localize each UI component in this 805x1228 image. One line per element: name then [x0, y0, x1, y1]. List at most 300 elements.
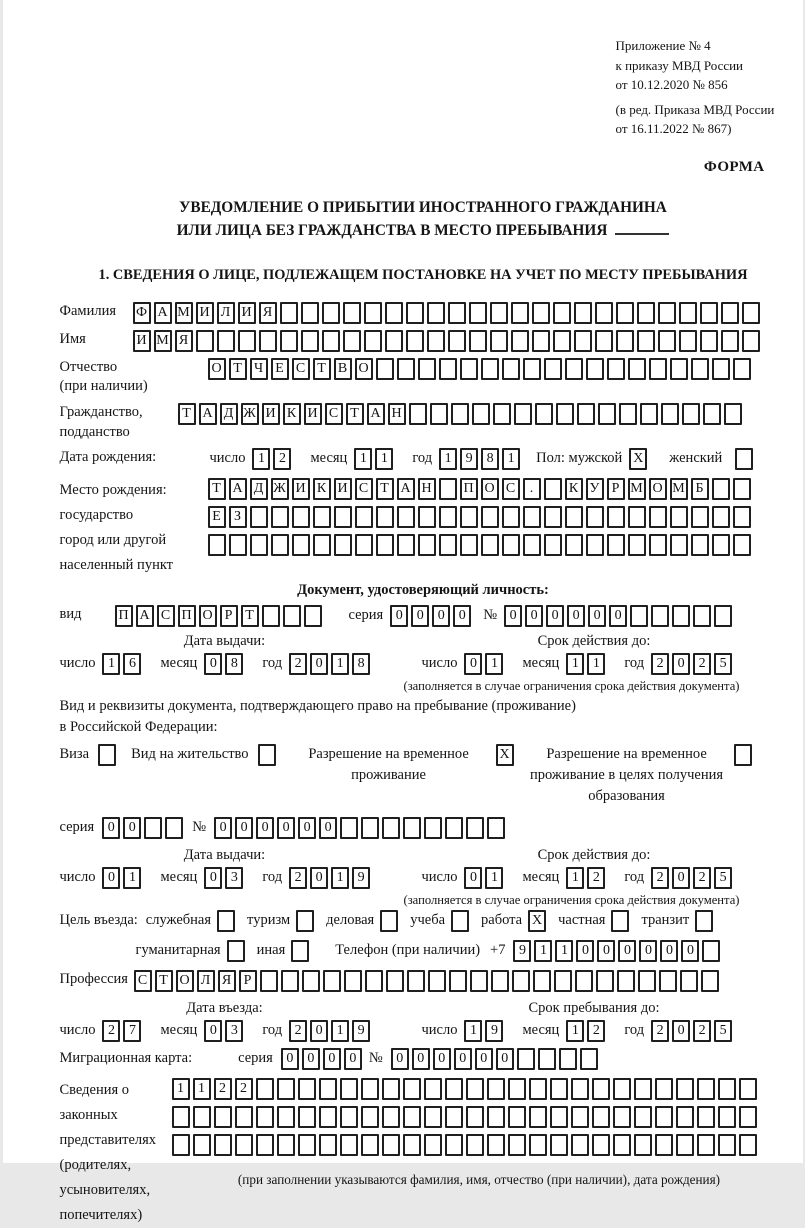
char-cell[interactable]: Т	[229, 358, 247, 380]
char-cell[interactable]	[256, 1134, 274, 1156]
char-cell[interactable]	[355, 534, 373, 556]
char-cell[interactable]	[508, 1134, 526, 1156]
char-cell[interactable]	[428, 970, 446, 992]
char-cell[interactable]	[651, 605, 669, 627]
char-cell[interactable]	[481, 534, 499, 556]
char-cell[interactable]	[580, 1048, 598, 1070]
char-cell[interactable]: И	[292, 478, 310, 500]
char-cell[interactable]	[238, 330, 256, 352]
char-cell[interactable]	[403, 817, 421, 839]
char-cell[interactable]: П	[178, 605, 196, 627]
char-cell[interactable]	[739, 1134, 757, 1156]
char-cell[interactable]: Л	[197, 970, 215, 992]
char-cell[interactable]: 2	[587, 867, 605, 889]
char-cell[interactable]	[714, 605, 732, 627]
char-cell[interactable]: К	[283, 403, 301, 425]
char-cell[interactable]	[301, 302, 319, 324]
char-cell[interactable]: 9	[485, 1020, 503, 1042]
visa-checkbox[interactable]	[98, 744, 116, 766]
char-cell[interactable]	[144, 817, 162, 839]
char-cell[interactable]	[544, 506, 562, 528]
temp-residence-education-checkbox[interactable]	[734, 744, 752, 766]
char-cell[interactable]	[634, 1106, 652, 1128]
char-cell[interactable]	[418, 358, 436, 380]
char-cell[interactable]	[649, 506, 667, 528]
char-cell[interactable]	[259, 330, 277, 352]
char-cell[interactable]	[592, 1134, 610, 1156]
purpose-business-checkbox[interactable]	[380, 910, 398, 932]
char-cell[interactable]: Р	[239, 970, 257, 992]
char-cell[interactable]	[655, 1106, 673, 1128]
char-cell[interactable]: И	[133, 330, 151, 352]
char-cell[interactable]	[733, 358, 751, 380]
char-cell[interactable]: 0	[639, 940, 657, 962]
char-cell[interactable]	[628, 358, 646, 380]
char-cell[interactable]	[679, 330, 697, 352]
char-cell[interactable]	[514, 403, 532, 425]
char-cell[interactable]: И	[304, 403, 322, 425]
char-cell[interactable]: 0	[496, 1048, 514, 1070]
char-cell[interactable]	[544, 358, 562, 380]
char-cell[interactable]	[586, 358, 604, 380]
char-cell[interactable]	[382, 817, 400, 839]
char-cell[interactable]	[340, 1106, 358, 1128]
char-cell[interactable]: 0	[344, 1048, 362, 1070]
char-cell[interactable]	[712, 478, 730, 500]
char-cell[interactable]: Т	[241, 605, 259, 627]
char-cell[interactable]	[397, 358, 415, 380]
char-cell[interactable]	[361, 1106, 379, 1128]
char-cell[interactable]: .	[523, 478, 541, 500]
char-cell[interactable]	[439, 534, 457, 556]
char-cell[interactable]	[491, 970, 509, 992]
char-cell[interactable]	[449, 970, 467, 992]
char-cell[interactable]	[277, 1134, 295, 1156]
char-cell[interactable]	[571, 1134, 589, 1156]
char-cell[interactable]	[628, 506, 646, 528]
char-cell[interactable]: З	[229, 506, 247, 528]
char-cell[interactable]	[250, 506, 268, 528]
char-cell[interactable]: 2	[289, 867, 307, 889]
sex-female-checkbox[interactable]	[735, 448, 753, 470]
char-cell[interactable]: 0	[432, 605, 450, 627]
char-cell[interactable]: 2	[102, 1020, 120, 1042]
char-cell[interactable]	[445, 1106, 463, 1128]
char-cell[interactable]	[460, 358, 478, 380]
char-cell[interactable]: Е	[271, 358, 289, 380]
char-cell[interactable]: 0	[546, 605, 564, 627]
char-cell[interactable]	[262, 605, 280, 627]
char-cell[interactable]	[595, 330, 613, 352]
char-cell[interactable]: К	[565, 478, 583, 500]
char-cell[interactable]	[682, 403, 700, 425]
char-cell[interactable]	[607, 534, 625, 556]
char-cell[interactable]	[298, 1106, 316, 1128]
char-cell[interactable]	[649, 534, 667, 556]
char-cell[interactable]: 0	[672, 1020, 690, 1042]
char-cell[interactable]	[637, 330, 655, 352]
char-cell[interactable]	[193, 1106, 211, 1128]
char-cell[interactable]	[319, 1134, 337, 1156]
char-cell[interactable]: 0	[123, 817, 141, 839]
char-cell[interactable]: 0	[323, 1048, 341, 1070]
char-cell[interactable]	[742, 330, 760, 352]
char-cell[interactable]	[691, 534, 709, 556]
char-cell[interactable]: 2	[289, 1020, 307, 1042]
char-cell[interactable]: Я	[218, 970, 236, 992]
char-cell[interactable]: Ж	[271, 478, 289, 500]
char-cell[interactable]: А	[397, 478, 415, 500]
char-cell[interactable]: О	[199, 605, 217, 627]
char-cell[interactable]	[427, 302, 445, 324]
char-cell[interactable]	[304, 605, 322, 627]
char-cell[interactable]	[403, 1106, 421, 1128]
char-cell[interactable]	[532, 302, 550, 324]
char-cell[interactable]	[739, 1078, 757, 1100]
char-cell[interactable]: А	[367, 403, 385, 425]
char-cell[interactable]	[292, 506, 310, 528]
char-cell[interactable]	[277, 1106, 295, 1128]
char-cell[interactable]	[701, 970, 719, 992]
char-cell[interactable]	[553, 330, 571, 352]
char-cell[interactable]	[712, 358, 730, 380]
char-cell[interactable]: С	[325, 403, 343, 425]
char-cell[interactable]	[439, 506, 457, 528]
char-cell[interactable]: 2	[651, 867, 669, 889]
char-cell[interactable]	[565, 358, 583, 380]
char-cell[interactable]: 9	[352, 1020, 370, 1042]
residence-permit-checkbox[interactable]	[258, 744, 276, 766]
char-cell[interactable]: 2	[235, 1078, 253, 1100]
char-cell[interactable]: 2	[289, 653, 307, 675]
char-cell[interactable]: 0	[214, 817, 232, 839]
char-cell[interactable]	[283, 605, 301, 627]
char-cell[interactable]	[700, 302, 718, 324]
purpose-official-checkbox[interactable]	[217, 910, 235, 932]
char-cell[interactable]	[595, 302, 613, 324]
char-cell[interactable]	[596, 970, 614, 992]
char-cell[interactable]	[382, 1134, 400, 1156]
char-cell[interactable]	[361, 1078, 379, 1100]
char-cell[interactable]	[470, 970, 488, 992]
char-cell[interactable]	[403, 1134, 421, 1156]
char-cell[interactable]	[364, 302, 382, 324]
char-cell[interactable]	[721, 302, 739, 324]
char-cell[interactable]	[235, 1106, 253, 1128]
char-cell[interactable]	[334, 534, 352, 556]
char-cell[interactable]: Я	[259, 302, 277, 324]
char-cell[interactable]: 0	[412, 1048, 430, 1070]
char-cell[interactable]: 0	[672, 867, 690, 889]
char-cell[interactable]	[619, 403, 637, 425]
char-cell[interactable]	[592, 1106, 610, 1128]
char-cell[interactable]	[451, 403, 469, 425]
char-cell[interactable]	[355, 506, 373, 528]
char-cell[interactable]: 0	[576, 940, 594, 962]
char-cell[interactable]: 0	[660, 940, 678, 962]
char-cell[interactable]	[529, 1078, 547, 1100]
char-cell[interactable]	[617, 970, 635, 992]
char-cell[interactable]	[502, 358, 520, 380]
char-cell[interactable]: 9	[352, 867, 370, 889]
purpose-study-checkbox[interactable]	[451, 910, 469, 932]
char-cell[interactable]	[672, 605, 690, 627]
char-cell[interactable]	[571, 1106, 589, 1128]
char-cell[interactable]	[502, 506, 520, 528]
char-cell[interactable]: О	[176, 970, 194, 992]
char-cell[interactable]	[322, 330, 340, 352]
char-cell[interactable]	[554, 970, 572, 992]
char-cell[interactable]	[322, 302, 340, 324]
char-cell[interactable]	[508, 1078, 526, 1100]
char-cell[interactable]	[535, 403, 553, 425]
char-cell[interactable]	[575, 970, 593, 992]
char-cell[interactable]: 7	[123, 1020, 141, 1042]
char-cell[interactable]	[529, 1134, 547, 1156]
char-cell[interactable]: М	[175, 302, 193, 324]
char-cell[interactable]: 1	[123, 867, 141, 889]
char-cell[interactable]	[607, 506, 625, 528]
char-cell[interactable]	[418, 534, 436, 556]
char-cell[interactable]	[364, 330, 382, 352]
char-cell[interactable]: 1	[555, 940, 573, 962]
char-cell[interactable]	[466, 1106, 484, 1128]
char-cell[interactable]: 5	[714, 653, 732, 675]
char-cell[interactable]	[365, 970, 383, 992]
char-cell[interactable]	[721, 330, 739, 352]
char-cell[interactable]: 2	[587, 1020, 605, 1042]
char-cell[interactable]	[649, 358, 667, 380]
char-cell[interactable]	[361, 817, 379, 839]
char-cell[interactable]	[565, 534, 583, 556]
char-cell[interactable]	[718, 1106, 736, 1128]
char-cell[interactable]	[217, 330, 235, 352]
char-cell[interactable]: Т	[346, 403, 364, 425]
char-cell[interactable]: И	[262, 403, 280, 425]
char-cell[interactable]	[385, 302, 403, 324]
char-cell[interactable]	[343, 302, 361, 324]
char-cell[interactable]: У	[586, 478, 604, 500]
char-cell[interactable]: 1	[485, 867, 503, 889]
char-cell[interactable]	[466, 1078, 484, 1100]
char-cell[interactable]	[523, 506, 541, 528]
char-cell[interactable]: О	[481, 478, 499, 500]
char-cell[interactable]: О	[208, 358, 226, 380]
char-cell[interactable]	[676, 1078, 694, 1100]
char-cell[interactable]	[680, 970, 698, 992]
char-cell[interactable]	[439, 478, 457, 500]
char-cell[interactable]: 1	[331, 1020, 349, 1042]
char-cell[interactable]	[613, 1106, 631, 1128]
char-cell[interactable]	[697, 1134, 715, 1156]
char-cell[interactable]	[469, 330, 487, 352]
char-cell[interactable]	[319, 1106, 337, 1128]
char-cell[interactable]: 0	[504, 605, 522, 627]
char-cell[interactable]: 1	[193, 1078, 211, 1100]
char-cell[interactable]: 1	[439, 448, 457, 470]
char-cell[interactable]	[529, 1106, 547, 1128]
char-cell[interactable]	[697, 1078, 715, 1100]
char-cell[interactable]: 0	[310, 653, 328, 675]
char-cell[interactable]	[487, 1078, 505, 1100]
char-cell[interactable]	[172, 1106, 190, 1128]
char-cell[interactable]: 0	[475, 1048, 493, 1070]
char-cell[interactable]: 3	[225, 1020, 243, 1042]
char-cell[interactable]: Л	[217, 302, 235, 324]
char-cell[interactable]	[739, 1106, 757, 1128]
char-cell[interactable]	[172, 1134, 190, 1156]
char-cell[interactable]	[702, 940, 720, 962]
char-cell[interactable]: 1	[375, 448, 393, 470]
char-cell[interactable]: Т	[208, 478, 226, 500]
char-cell[interactable]: О	[649, 478, 667, 500]
char-cell[interactable]: 0	[277, 817, 295, 839]
char-cell[interactable]: П	[115, 605, 133, 627]
char-cell[interactable]: 1	[464, 1020, 482, 1042]
char-cell[interactable]	[550, 1078, 568, 1100]
char-cell[interactable]: 9	[513, 940, 531, 962]
char-cell[interactable]	[703, 403, 721, 425]
char-cell[interactable]	[301, 330, 319, 352]
char-cell[interactable]	[517, 1048, 535, 1070]
char-cell[interactable]: 6	[123, 653, 141, 675]
purpose-work-checkbox[interactable]: X	[528, 910, 546, 932]
char-cell[interactable]	[214, 1134, 232, 1156]
char-cell[interactable]	[559, 1048, 577, 1070]
char-cell[interactable]	[298, 1078, 316, 1100]
char-cell[interactable]	[697, 1106, 715, 1128]
char-cell[interactable]	[733, 534, 751, 556]
char-cell[interactable]: Н	[388, 403, 406, 425]
char-cell[interactable]	[277, 1078, 295, 1100]
char-cell[interactable]: 2	[693, 867, 711, 889]
char-cell[interactable]	[613, 1134, 631, 1156]
char-cell[interactable]: 2	[651, 653, 669, 675]
char-cell[interactable]	[424, 1078, 442, 1100]
char-cell[interactable]: 0	[319, 817, 337, 839]
char-cell[interactable]	[487, 1134, 505, 1156]
char-cell[interactable]	[693, 605, 711, 627]
char-cell[interactable]: 1	[172, 1078, 190, 1100]
char-cell[interactable]: 2	[214, 1078, 232, 1100]
char-cell[interactable]: 0	[454, 1048, 472, 1070]
char-cell[interactable]	[523, 358, 541, 380]
char-cell[interactable]: 9	[460, 448, 478, 470]
char-cell[interactable]	[691, 358, 709, 380]
char-cell[interactable]	[598, 403, 616, 425]
char-cell[interactable]	[676, 1134, 694, 1156]
char-cell[interactable]	[718, 1078, 736, 1100]
char-cell[interactable]: Т	[178, 403, 196, 425]
char-cell[interactable]	[460, 506, 478, 528]
char-cell[interactable]	[334, 506, 352, 528]
char-cell[interactable]	[313, 534, 331, 556]
char-cell[interactable]: А	[154, 302, 172, 324]
char-cell[interactable]: М	[154, 330, 172, 352]
char-cell[interactable]: 0	[102, 817, 120, 839]
char-cell[interactable]	[340, 817, 358, 839]
char-cell[interactable]	[607, 358, 625, 380]
char-cell[interactable]	[424, 1106, 442, 1128]
char-cell[interactable]	[523, 534, 541, 556]
char-cell[interactable]	[165, 817, 183, 839]
char-cell[interactable]	[659, 970, 677, 992]
char-cell[interactable]	[406, 330, 424, 352]
char-cell[interactable]: 8	[352, 653, 370, 675]
char-cell[interactable]	[208, 534, 226, 556]
char-cell[interactable]: С	[502, 478, 520, 500]
char-cell[interactable]	[502, 534, 520, 556]
char-cell[interactable]: 1	[331, 867, 349, 889]
purpose-transit-checkbox[interactable]	[695, 910, 713, 932]
char-cell[interactable]: 0	[609, 605, 627, 627]
char-cell[interactable]	[487, 817, 505, 839]
char-cell[interactable]	[670, 358, 688, 380]
char-cell[interactable]	[235, 1134, 253, 1156]
char-cell[interactable]	[655, 1078, 673, 1100]
char-cell[interactable]: Д	[220, 403, 238, 425]
char-cell[interactable]	[427, 330, 445, 352]
char-cell[interactable]: 0	[204, 1020, 222, 1042]
char-cell[interactable]	[670, 506, 688, 528]
char-cell[interactable]	[533, 970, 551, 992]
char-cell[interactable]: 2	[273, 448, 291, 470]
char-cell[interactable]: Е	[208, 506, 226, 528]
char-cell[interactable]: Т	[155, 970, 173, 992]
char-cell[interactable]	[407, 970, 425, 992]
char-cell[interactable]: А	[199, 403, 217, 425]
char-cell[interactable]: 1	[566, 1020, 584, 1042]
purpose-humanitarian-checkbox[interactable]	[227, 940, 245, 962]
char-cell[interactable]	[544, 534, 562, 556]
char-cell[interactable]	[628, 534, 646, 556]
char-cell[interactable]	[214, 1106, 232, 1128]
char-cell[interactable]	[490, 302, 508, 324]
char-cell[interactable]: С	[355, 478, 373, 500]
char-cell[interactable]: 0	[390, 605, 408, 627]
char-cell[interactable]	[571, 1078, 589, 1100]
purpose-other-checkbox[interactable]	[291, 940, 309, 962]
char-cell[interactable]: Я	[175, 330, 193, 352]
char-cell[interactable]	[406, 302, 424, 324]
char-cell[interactable]: С	[134, 970, 152, 992]
char-cell[interactable]: 0	[302, 1048, 320, 1070]
char-cell[interactable]: С	[292, 358, 310, 380]
char-cell[interactable]	[733, 478, 751, 500]
char-cell[interactable]: Ф	[133, 302, 151, 324]
char-cell[interactable]	[661, 403, 679, 425]
char-cell[interactable]	[592, 1078, 610, 1100]
char-cell[interactable]: 0	[310, 867, 328, 889]
char-cell[interactable]	[319, 1078, 337, 1100]
char-cell[interactable]	[553, 302, 571, 324]
char-cell[interactable]: 8	[225, 653, 243, 675]
char-cell[interactable]	[445, 817, 463, 839]
char-cell[interactable]: 1	[252, 448, 270, 470]
char-cell[interactable]	[196, 330, 214, 352]
char-cell[interactable]	[742, 302, 760, 324]
char-cell[interactable]	[382, 1078, 400, 1100]
char-cell[interactable]	[490, 330, 508, 352]
char-cell[interactable]	[538, 1048, 556, 1070]
char-cell[interactable]: 0	[567, 605, 585, 627]
char-cell[interactable]: 1	[502, 448, 520, 470]
char-cell[interactable]: 0	[525, 605, 543, 627]
char-cell[interactable]: О	[355, 358, 373, 380]
char-cell[interactable]: 0	[298, 817, 316, 839]
char-cell[interactable]	[445, 1078, 463, 1100]
char-cell[interactable]	[655, 1134, 673, 1156]
